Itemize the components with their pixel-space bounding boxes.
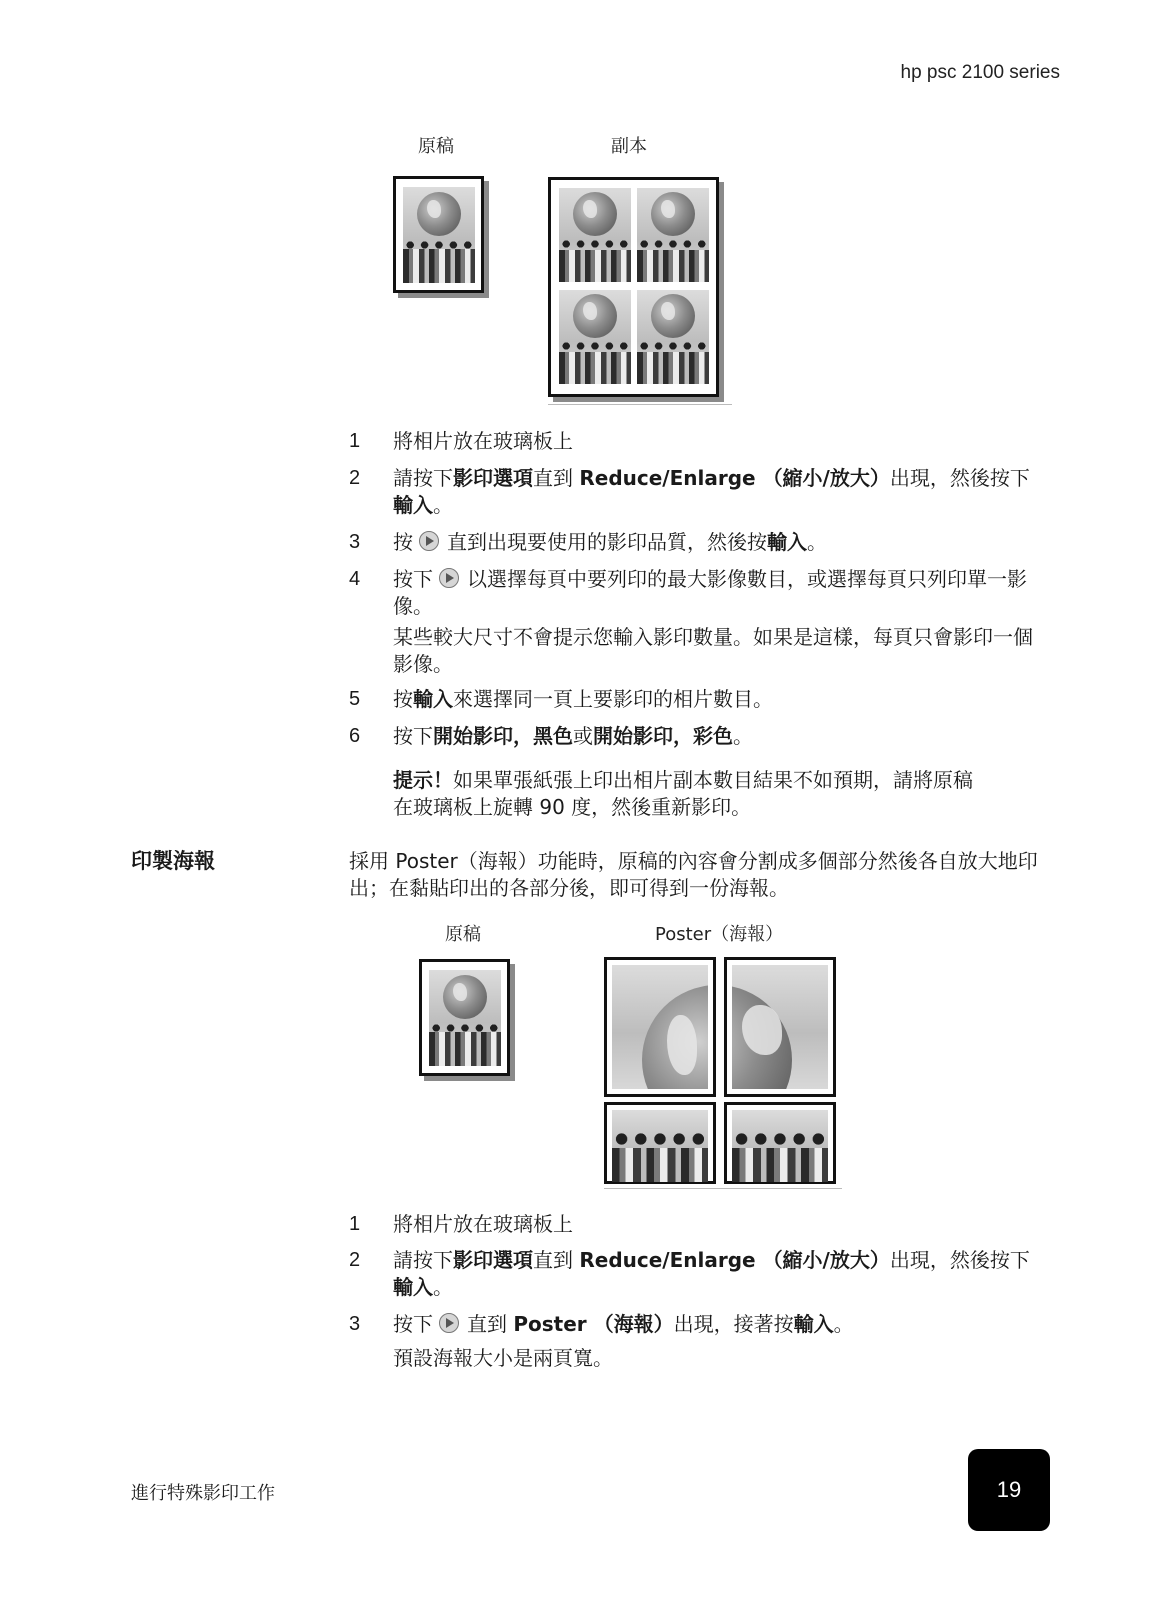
step-text: [393, 529, 1049, 556]
step-text-run: 請按下: [393, 466, 453, 490]
step-number: 2: [349, 467, 361, 489]
step-text-bold: 影印選項: [453, 466, 533, 490]
step-text-run: 按: [393, 530, 413, 554]
tip-label: 提示！: [393, 768, 453, 792]
step-text-run: 直到出現要使用的影印品質，然後按: [447, 530, 767, 554]
step-text-run: 來選擇同一頁上要影印的相片數目。: [453, 687, 773, 711]
step-text: [393, 1311, 1049, 1338]
step-text-run: 按下: [393, 724, 433, 748]
step-text-bold: Reduce/Enlarge （縮小/放大）: [579, 1248, 890, 1272]
figure1-floor-line: [548, 404, 732, 405]
page-number: [968, 1449, 1050, 1531]
step-text-bold: 輸入: [767, 530, 807, 554]
figure1-original-caption: 原稿: [418, 136, 454, 157]
step-text-run: 將相片放在玻璃板上: [393, 1212, 573, 1236]
step-text-run: 。: [833, 1312, 854, 1336]
page-number-text: 19: [996, 1477, 1022, 1502]
arrow-button-icon: [419, 531, 439, 551]
step-text-bold: 輸入: [393, 493, 433, 517]
step-text: [393, 428, 1049, 455]
step-number: 4: [349, 568, 361, 590]
step-text-run: 。: [733, 724, 753, 748]
step-text-run: 按下: [393, 567, 433, 591]
step-text: [393, 686, 1049, 713]
step-text: [393, 1247, 1049, 1301]
step-text-run: 。: [433, 1275, 453, 1299]
figure1-copy-caption: 副本: [611, 136, 647, 157]
step-text-bold: 開始影印，黑色: [433, 724, 573, 748]
section-intro: 採用 Poster（海報）功能時，原稿的內容會分割成多個部分然後各自放大地印出；在黏貼印出的各部分後，即可得到一份海報。: [349, 849, 1038, 900]
figure2-original-image: [419, 959, 510, 1076]
step-text: [393, 723, 1049, 750]
figure1-copy-image: [548, 177, 719, 397]
step-text-bold: 開始影印，彩色: [593, 724, 733, 748]
step-text: [393, 465, 1049, 519]
section-title: 印製海報: [131, 849, 215, 873]
step-text-run: 。: [433, 493, 453, 517]
step-text-run: 直到: [467, 1312, 514, 1336]
step-text-run: 請按下: [393, 1248, 453, 1272]
step1-4-note: 某些較大尺寸不會提示您輸入影印數量。如果是這樣，每頁只會影印一個影像。: [393, 625, 1033, 676]
step-text-run: 按: [393, 687, 413, 711]
step-text-bold: 輸入: [793, 1312, 834, 1336]
figure1-original-image: [393, 176, 484, 293]
step-number: 3: [349, 531, 361, 553]
step-number: 6: [349, 725, 361, 747]
step-text-run: 按下: [393, 1312, 433, 1336]
step-text-bold: 輸入: [413, 687, 453, 711]
step-number: 3: [349, 1313, 361, 1335]
step-text-bold: Poster （海報）: [513, 1312, 674, 1336]
arrow-button-icon: [439, 1313, 459, 1333]
step-text-run: 。: [807, 530, 827, 554]
header-product-name: hp psc 2100 series: [900, 62, 1060, 83]
step-text-run: 將相片放在玻璃板上: [393, 429, 573, 453]
figure2-original-caption: 原稿: [445, 924, 481, 945]
step-number: 1: [349, 1213, 361, 1235]
step-text-run: 出現，接著按: [673, 1312, 794, 1336]
step-text-run: 直到: [533, 466, 580, 490]
tip-text: 如果單張紙張上印出相片副本數目結果不如預期，請將原稿在玻璃板上旋轉 90 度，然後重新影印。: [393, 768, 973, 819]
step-text-run: 出現，然後按下: [889, 466, 1030, 490]
step-text-run: 以選擇每頁中要列印的最大影像數目，或選擇每頁只列印單一影像。: [393, 567, 1027, 618]
footer-section-label: 進行特殊影印工作: [131, 1483, 275, 1504]
arrow-button-icon: [439, 568, 459, 588]
tip-paragraph: [393, 767, 973, 821]
figure2-poster-caption: Poster（海報）: [655, 924, 784, 945]
step-text-run: 直到: [533, 1248, 580, 1272]
step2-3-note: 預設海報大小是兩頁寬。: [393, 1346, 613, 1370]
step-text-run: 或: [573, 724, 593, 748]
step-text-bold: Reduce/Enlarge （縮小/放大）: [579, 466, 890, 490]
step-number: 1: [349, 430, 361, 452]
step-text-bold: 輸入: [393, 1275, 433, 1299]
step-text-bold: 影印選項: [453, 1248, 533, 1272]
step-text: [393, 566, 1049, 620]
step-text: [393, 1211, 1049, 1238]
step-number: 2: [349, 1249, 361, 1271]
step-number: 5: [349, 688, 361, 710]
step-text-run: 出現，然後按下: [889, 1248, 1030, 1272]
